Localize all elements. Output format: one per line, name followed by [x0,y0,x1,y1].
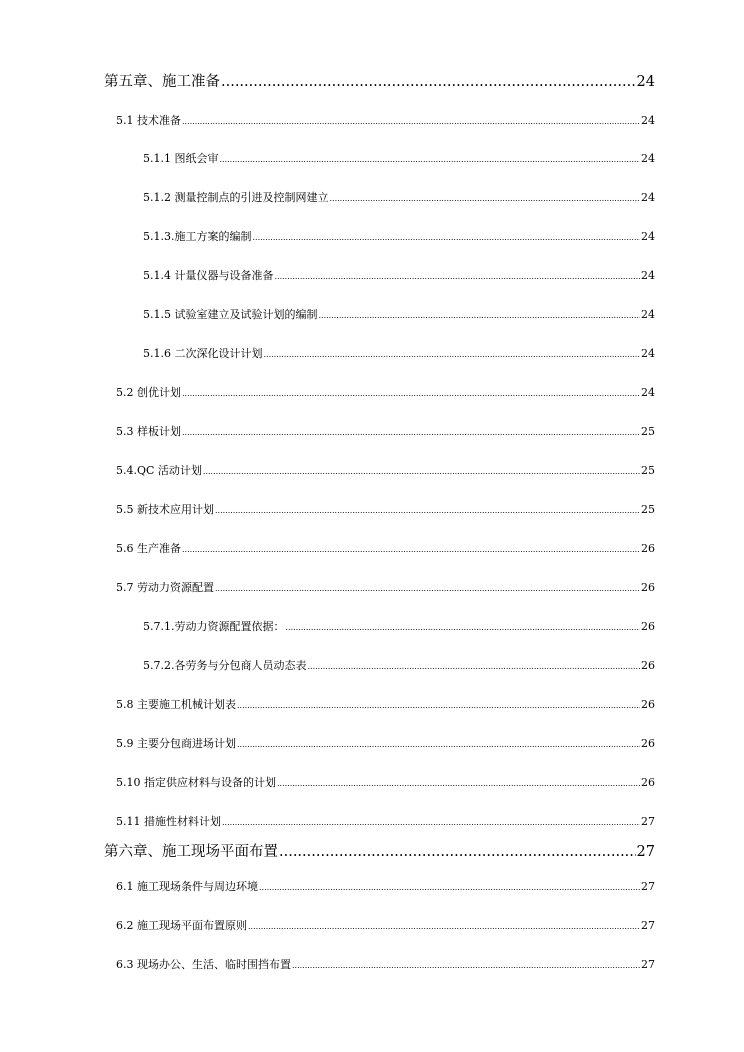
toc-leader-dots [220,155,641,164]
toc-entry-title: 5.7.1.劳动力资源配置依据： [143,620,285,633]
toc-entry-5-1[interactable] [116,112,655,128]
toc-entry-page: 26 [641,581,655,594]
toc-leader-dots [237,701,640,710]
toc-entry-6-3[interactable] [116,956,655,972]
toc-entry-title: 5.5 新技术应用计划 [116,503,214,516]
toc-entry-title: 5.3 样板计划 [116,425,181,438]
toc-leader-dots [237,740,640,749]
toc-entry-title: 5.1.6 二次深化设计计划 [143,347,263,360]
toc-leader-dots [253,233,641,242]
toc-entry-title: 5.1.4 计量仪器与设备准备 [143,269,274,282]
toc-entry-5-7-1[interactable] [143,618,655,634]
toc-entry-title: 5.10 指定供应材料与设备的计划 [116,776,276,789]
toc-entry-5-1-4[interactable] [143,267,655,283]
toc-entry-5-10[interactable] [116,774,655,790]
toc-entry-chapter-6[interactable] [104,840,655,861]
toc-leader-dots [308,662,641,671]
toc-entry-5-1-5[interactable] [143,306,655,322]
toc-entry-title: 5.1.1 图纸会审 [143,152,219,165]
toc-leader-dots [182,428,640,437]
toc-entry-page: 24 [641,308,655,321]
toc-leader-dots [286,623,641,632]
toc-entry-5-1-6[interactable] [143,345,655,361]
toc-entry-page: 26 [641,620,655,633]
toc-leader-dots [182,117,640,126]
toc-entry-5-7[interactable] [116,579,655,595]
toc-entry-title: 5.7.2.各劳务与分包商人员动态表 [143,659,307,672]
toc-entry-title: 5.1.2 测量控制点的引进及控制网建立 [143,191,329,204]
toc-leader-dots [275,272,641,281]
toc-entry-page: 24 [641,230,655,243]
toc-entry-5-1-3[interactable] [143,228,655,244]
toc-leader-dots [259,883,640,892]
toc-entry-5-3[interactable] [116,423,655,439]
toc-entry-title: 5.2 创优计划 [116,386,181,399]
toc-entry-5-7-2[interactable] [143,657,655,673]
toc-entry-title: 5.7 劳动力资源配置 [116,581,214,594]
toc-entry-page: 26 [641,776,655,789]
toc-entry-page: 24 [641,269,655,282]
toc-entry-title: 第五章、施工准备 [104,74,220,90]
toc-entry-title: 5.11 措施性材料计划 [116,815,221,828]
toc-leader-dots [292,961,640,970]
toc-entry-title: 6.3 现场办公、生活、临时围挡布置 [116,958,291,971]
toc-entry-5-5[interactable] [116,501,655,517]
toc-entry-page: 24 [636,74,655,90]
toc-entry-5-1-1[interactable] [143,150,655,166]
toc-entry-5-11[interactable] [116,813,655,829]
toc-leader-dots [215,584,640,593]
toc-leader-dots [329,194,640,203]
toc-entry-5-4[interactable] [116,462,655,478]
toc-entry-page: 24 [641,114,655,127]
toc-leader-dots [277,779,640,788]
toc-leader-dots [182,389,640,398]
toc-entry-page: 24 [641,386,655,399]
toc-entry-title: 5.1.3.施工方案的编制 [143,230,252,243]
toc-entry-page: 25 [641,464,655,477]
toc-entry-6-1[interactable] [116,878,655,894]
toc-entry-5-2[interactable] [116,384,655,400]
toc-entry-title: 5.6 生产准备 [116,542,181,555]
toc-entry-page: 27 [641,958,655,971]
toc-leader-dots [264,350,641,359]
toc-leader-dots [248,922,640,931]
toc-entry-5-1-2[interactable] [143,189,655,205]
toc-entry-5-8[interactable] [116,696,655,712]
toc-entry-title: 6.2 施工现场平面布置原则 [116,919,247,932]
toc-entry-page: 24 [641,191,655,204]
toc-entry-page: 27 [641,919,655,932]
toc-entry-page: 26 [641,542,655,555]
toc-leader-dots [279,844,636,860]
toc-entry-page: 27 [641,815,655,828]
toc-entry-title: 5.9 主要分包商进场计划 [116,737,236,750]
toc-entry-5-6[interactable] [116,540,655,556]
toc-entry-5-9[interactable] [116,735,655,751]
toc-leader-dots [203,467,640,476]
toc-leader-dots [182,545,640,554]
toc-entry-title: 5.1 技术准备 [116,114,181,127]
toc-entry-chapter-5[interactable] [104,70,655,91]
toc-entry-page: 24 [641,152,655,165]
toc-entry-page: 26 [641,659,655,672]
toc-entry-title: 5.8 主要施工机械计划表 [116,698,236,711]
toc-entry-page: 27 [636,844,655,860]
toc-entry-title: 5.1.5 试验室建立及试验计划的编制 [143,308,318,321]
toc-leader-dots [222,818,640,827]
toc-entry-page: 26 [641,737,655,750]
toc-entry-page: 25 [641,425,655,438]
toc-entry-page: 25 [641,503,655,516]
toc-entry-page: 24 [641,347,655,360]
toc-entry-title: 6.1 施工现场条件与周边环境 [116,880,258,893]
toc-leader-dots [221,74,636,90]
toc-entry-title: 第六章、施工现场平面布置 [104,844,278,860]
toc-entry-page: 27 [641,880,655,893]
toc-entry-6-2[interactable] [116,917,655,933]
toc-leader-dots [318,311,640,320]
toc-entry-page: 26 [641,698,655,711]
toc-leader-dots [215,506,640,515]
toc-entry-title: 5.4.QC 活动计划 [116,464,202,477]
